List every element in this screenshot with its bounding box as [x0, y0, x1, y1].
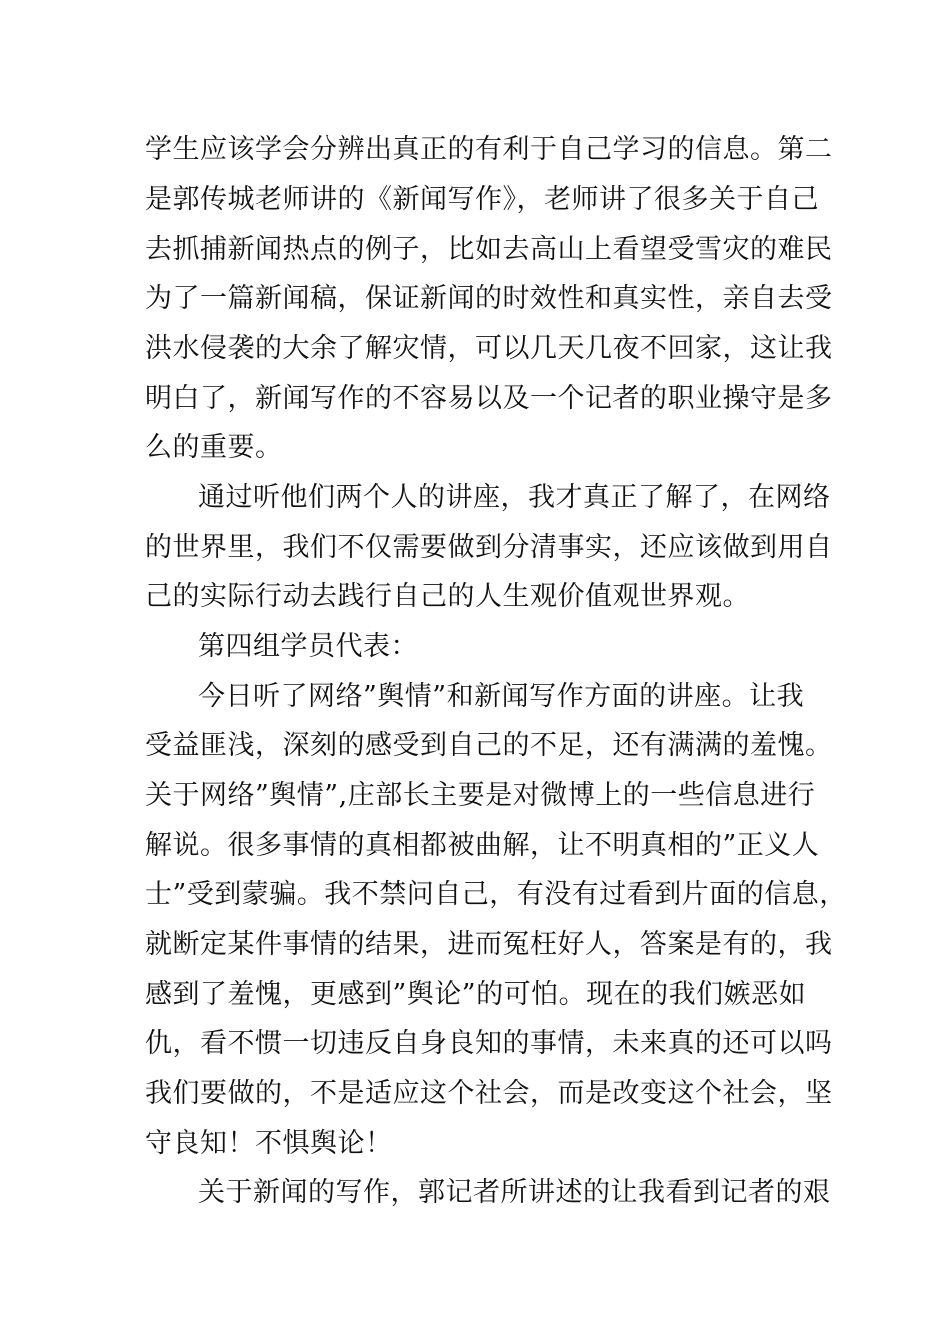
text-line: 为了一篇新闻稿，保证新闻的时效性和真实性，亲自去受 [145, 283, 833, 314]
text-line: 受益匪浅，深刻的感受到自己的不足，还有满满的羞愧。 [145, 730, 833, 761]
paragraph-first-line: 关于新闻的写作，郭记者所讲述的让我看到记者的艰 [198, 1177, 831, 1208]
text-line: 洪水侵袭的大余了解灾情，可以几天几夜不回家，这让我 [145, 333, 833, 364]
text-line: 感到了羞愧，更感到”舆论”的可怕。现在的我们嫉恶如 [145, 979, 807, 1010]
text-line: 守良知！不惧舆论！ [145, 1128, 393, 1159]
text-line: 解说。很多事情的真相都被曲解，让不明真相的”正义人 [145, 830, 820, 861]
text-line: 我们要做的，不是适应这个社会，而是改变这个社会，坚 [145, 1078, 833, 1109]
text-line: 仇，看不惯一切违反自身良知的事情，未来真的还可以吗 [145, 1028, 833, 1059]
paragraph-first-line: 今日听了网络”舆情”和新闻写作方面的讲座。让我 [198, 681, 805, 712]
text-line: 么的重要。 [145, 432, 283, 463]
text-line: 明白了，新闻写作的不容易以及一个记者的职业操守是多 [145, 383, 833, 414]
text-line: 学生应该学会分辨出真正的有利于自己学习的信息。第二 [145, 134, 833, 165]
paragraph-first-line: 通过听他们两个人的讲座，我才真正了解了，在网络 [198, 482, 831, 513]
text-line: 士”受到蒙骗。我不禁问自己，有没有过看到片面的信息， [145, 879, 847, 910]
text-line: 关于网络”舆情”,庄部长主要是对微博上的一些信息进行 [145, 780, 816, 811]
text-line: 己的实际行动去践行自己的人生观价值观世界观。 [145, 581, 750, 612]
text-line: 就断定某件事情的结果，进而冤枉好人，答案是有的，我 [145, 929, 833, 960]
text-line: 的世界里，我们不仅需要做到分清事实，还应该做到用自 [145, 532, 833, 563]
section-label: 第四组学员代表： [198, 631, 418, 662]
text-line: 是郭传城老师讲的《新闻写作》，老师讲了很多关于自己 [145, 184, 819, 215]
text-line: 去抓捕新闻热点的例子，比如去高山上看望受雪灾的难民 [145, 234, 833, 265]
